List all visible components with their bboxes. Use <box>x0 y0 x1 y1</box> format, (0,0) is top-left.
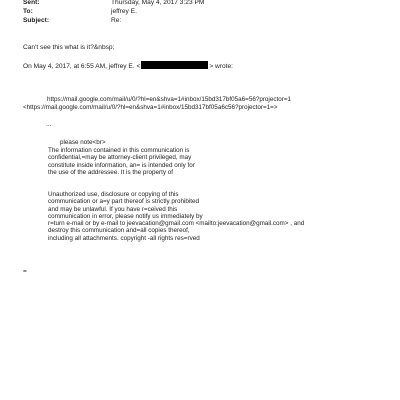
subject-label: Subject: <box>23 17 50 24</box>
disclaimer-paragraph-2 <box>48 191 304 242</box>
reply-line: Can't see this what is it?&nbsp; <box>23 44 115 51</box>
redaction-box <box>141 61 208 69</box>
sent-label: Sent: <box>23 0 40 6</box>
disclaimer-line: The information contained in this communication is <box>48 147 190 154</box>
sent-value: Thursday, May 4, 2017 3:23 PM <box>111 0 205 6</box>
disclaimer-line: including all attachments. copyright -all rights res=rved <box>48 234 200 242</box>
disclaimer-line: communication or a=y part thereof is strictly prohibited <box>48 198 200 206</box>
disclaimer-line: Unauthorized use, disclosure or copying of this <box>48 191 179 198</box>
disclaimer-line: destroy this communication and=all copies thereof, <box>48 227 190 235</box>
ellipsis: ... <box>46 121 52 128</box>
url-line-1: https://mail.google.com/mail/u/0/?hl=en&shva=1#inbox/15bd317bf05a6=56?projector=1 <box>47 96 292 103</box>
quote-intro <box>23 61 233 72</box>
disclaimer-paragraph-1 <box>48 147 195 176</box>
subject-value: Re: <box>111 17 122 24</box>
quote-intro-before: On May 4, 2017, at 6:55 AM, jeffrey E. < <box>23 63 141 70</box>
to-value: jeffrey E. <box>111 8 137 15</box>
to-label: To: <box>23 8 33 15</box>
disclaimer-line: the use of the addressee. It is the property of <box>48 168 173 176</box>
disclaimer-line: r=turn e-mail or by e-mail to jeevacation@gmail.com <mailto:jeevacation@gmail.com> , and <box>48 220 305 228</box>
quote-intro-after: > wrote: <box>209 63 233 70</box>
disclaimer-line: and may be unlawful. If you have r=ceived this <box>48 205 178 213</box>
note-line: please note<br> <box>60 139 106 146</box>
disclaimer-line: constitute inside information, an= is intended only for <box>48 161 195 169</box>
disclaimer-line: confidential,=may be attorney-client privileged, may <box>48 154 192 162</box>
trailing-equals: = <box>23 268 27 275</box>
disclaimer-line: communication in error, please notify us immediately by <box>48 212 203 220</box>
url-line-2: <https://mail.google.com/mail/u/0/?hl=en&shva=1#inbox/15bd317bf05a6c56?projector=1=> <box>23 104 278 111</box>
